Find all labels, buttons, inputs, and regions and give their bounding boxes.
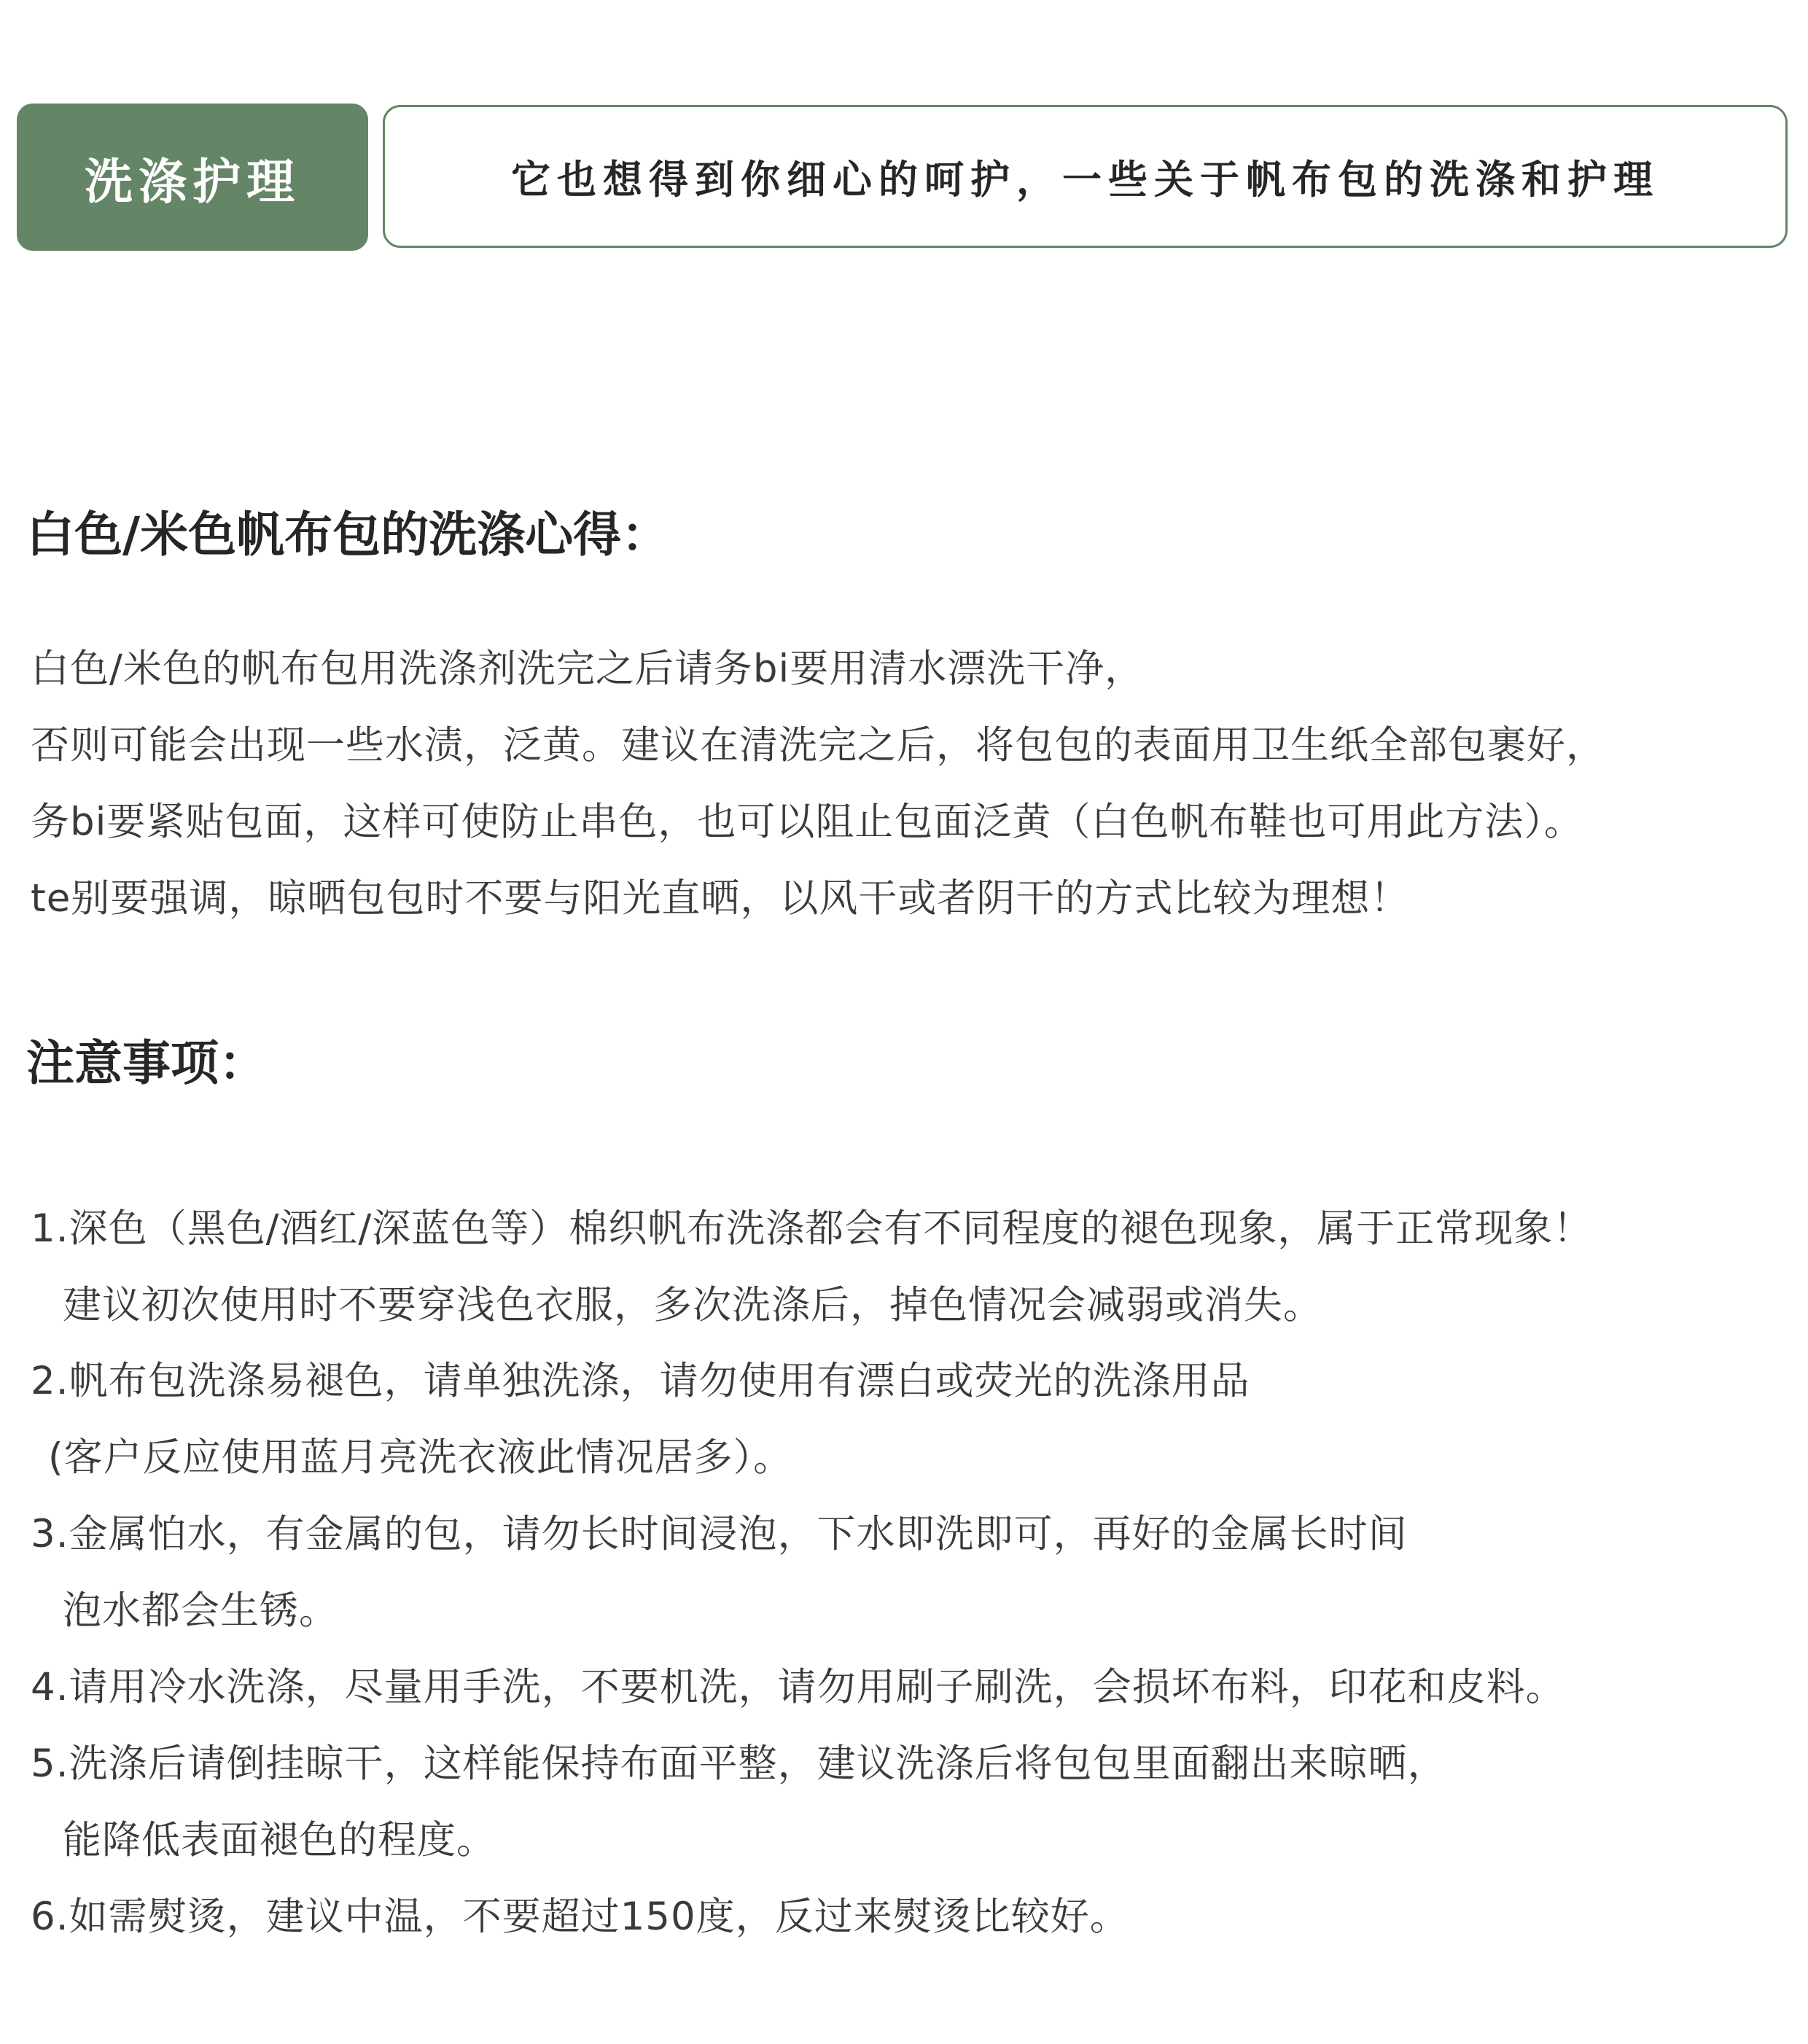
section-badge: 洗涤护理: [17, 104, 368, 251]
list-item-continuation: 泡水都会生锈。: [63, 1588, 338, 1633]
list-item: 2.帆布包洗涤易褪色，请单独洗涤，请勿使用有漂白或荧光的洗涤用品: [31, 1359, 1250, 1403]
list-item: 4.请用冷水洗涤，尽量用手洗，不要机洗，请勿用刷子刷洗，会损坏布料，印花和皮料。: [31, 1665, 1565, 1709]
paragraph-line: 务bi要紧贴包面，这样可使防止串色，也可以阻止包面泛黄（白色帆布鞋也可用此方法）。: [31, 800, 1583, 844]
list-item-continuation: (客户反应使用蓝月亮洗衣液此情况居多）。: [48, 1435, 793, 1480]
paragraph-line: te别要强调，晾晒包包时不要与阳光直晒，以风干或者阴干的方式比较为理想！: [31, 876, 1410, 921]
paragraph-line: 白色/米色的帆布包用洗涤剂洗完之后请务bi要用清水漂洗干净，: [31, 647, 1145, 691]
section-title-washing-tips: 白色/米色帆布包的洗涤心得：: [26, 507, 670, 563]
list-item: 5.洗涤后请倒挂晾干，这样能保持布面平整，建议洗涤后将包包里面翻出来晾晒，: [31, 1741, 1447, 1786]
paragraph-line: 否则可能会出现一些水渍，泛黄。建议在清洗完之后，将包包的表面用卫生纸全部包裹好，: [31, 723, 1605, 768]
list-item-continuation: 建议初次使用时不要穿浅色衣服，多次洗涤后，掉色情况会减弱或消失。: [63, 1283, 1322, 1327]
tagline-text: 它也想得到你细心的呵护，一些关于帆布包的洗涤和护理: [511, 156, 1659, 203]
tagline-box: [383, 105, 1788, 248]
list-item: 3.金属怕水，有金属的包，请勿长时间浸泡，下水即洗即可，再好的金属长时间: [31, 1512, 1408, 1556]
list-item: 6.如需熨烫，建议中温，不要超过150度，反过来熨烫比较好。: [31, 1895, 1129, 1939]
list-item-continuation: 能降低表面褪色的程度。: [63, 1818, 496, 1862]
section-title-notes: 注意事项：: [26, 1035, 267, 1091]
list-item: 1.深色（黑色/酒红/深蓝色等）棉织帆布洗涤都会有不同程度的褪色现象，属于正常现象！: [31, 1206, 1593, 1251]
